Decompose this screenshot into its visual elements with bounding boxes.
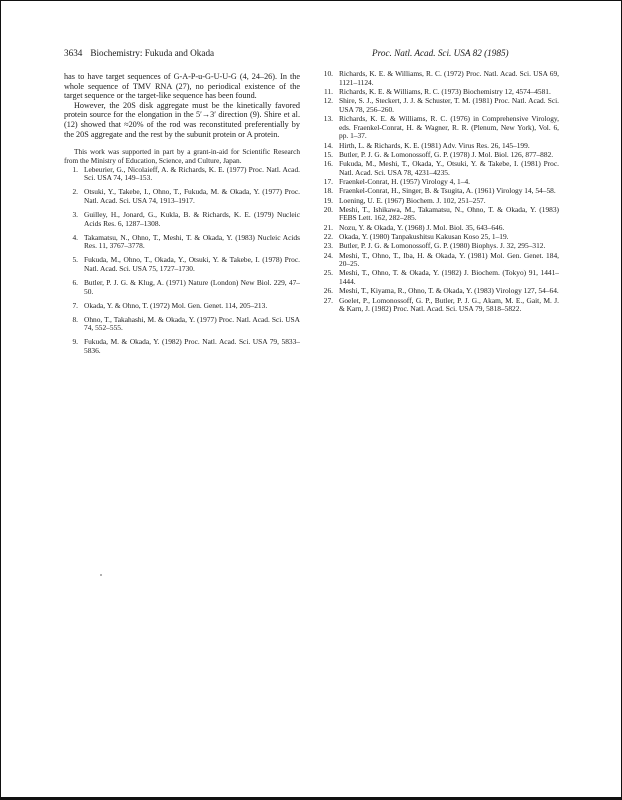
reference-item	[64, 166, 300, 183]
reference-item	[64, 302, 300, 311]
reference-text: Takamatsu, N., Ohno, T., Meshi, T. & Okada, Y. (1983) Nucleic Acids Res. 11, 3767–3778.	[84, 232, 300, 251]
reference-number: 25.	[323, 268, 333, 278]
reference-number: 12.	[323, 96, 333, 106]
reference-number: 14.	[323, 140, 333, 150]
right-column	[319, 70, 559, 314]
reference-item	[319, 160, 559, 177]
reference-item	[319, 297, 559, 314]
reference-item	[64, 279, 300, 296]
reference-text: Okada, Y. & Ohno, T. (1972) Mol. Gen. Genet. 114, 205–213.	[84, 300, 268, 310]
reference-number: 18.	[323, 186, 333, 196]
journal-citation: Proc. Natl. Acad. Sci. USA 82 (1985)	[372, 48, 509, 58]
reference-item	[64, 188, 300, 205]
reference-text: Meshi, T., Kiyama, R., Ohno, T. & Okada, Y. (1983) Virology 127, 54–64.	[339, 286, 559, 296]
reference-item	[64, 338, 300, 355]
reference-item	[319, 206, 559, 223]
reference-number: 27.	[323, 295, 333, 305]
scan-speck	[100, 574, 102, 576]
reference-number: 20.	[323, 204, 333, 214]
body-paragraph: However, the 20S disk aggregate must be the kinetically favored protein source for the elongation in the 5′→3′ direction (9). Shire et al. (12) showed that ≈20% of the rod was reconstituted preferentially by the 20S aggregate and the rest by the subunit protein or A protein.	[64, 100, 300, 139]
reference-text: Hirth, L. & Richards, K. E. (1981) Adv. Virus Res. 26, 145–199.	[339, 140, 530, 150]
reference-text: Meshi, T., Ohno, T. & Okada, Y. (1982) J. Biochem. (Tokyo) 91, 1441–1444.	[339, 268, 559, 286]
reference-number: 24.	[323, 250, 333, 260]
reference-text: Otsuki, Y., Takebe, I., Ohno, T., Fukuda, M. & Okada, Y. (1977) Proc. Natl. Acad. Sci. USA 74, 1913–1917.	[84, 187, 300, 205]
reference-text: Butler, P. J. G. & Klug, A. (1971) Nature (London) New Biol. 229, 47–50.	[84, 278, 300, 296]
reference-number: 13.	[323, 114, 333, 124]
reference-item	[64, 256, 300, 273]
left-column	[64, 72, 300, 361]
reference-number: 26.	[323, 286, 333, 296]
reference-number: 1.	[72, 164, 78, 174]
reference-item	[319, 252, 559, 269]
reference-text: Fraenkel-Conrat, H., Singer, B. & Tsugita, A. (1961) Virology 14, 54–58.	[339, 186, 556, 196]
reference-item	[319, 97, 559, 114]
reference-text: Fukuda, M. & Okada, Y. (1982) Proc. Natl. Acad. Sci. USA 79, 5833–5836.	[84, 337, 300, 356]
running-title: Biochemistry: Fukuda and Okada	[90, 48, 215, 58]
reference-item	[64, 211, 300, 228]
reference-text: Lebeurier, G., Nicolaieff, A. & Richards, K. E. (1977) Proc. Natl. Acad. Sci. USA 74, 149–153.	[84, 164, 300, 183]
reference-text: Richards, K. E. & Williams, R. C. (1972) Proc. Natl. Acad. Sci. USA 69, 1121–1124.	[339, 69, 559, 87]
reference-number: 16.	[323, 159, 333, 169]
reference-text: Loening, U. E. (1967) Biochem. J. 102, 251–257.	[339, 195, 486, 205]
reference-text: Nozu, Y. & Okada, Y. (1968) J. Mol. Biol. 35, 643–646.	[339, 222, 505, 232]
reference-number: 4.	[72, 232, 78, 242]
reference-text: Fukuda, M., Meshi, T., Okada, Y., Otsuki, Y. & Takebe, I. (1981) Proc. Natl. Acad. Sci. USA 78, 4231–4235.	[339, 159, 559, 177]
reference-number: 21.	[323, 222, 333, 232]
reference-text: Shire, S. J., Steckert, J. J. & Schuster, T. M. (1981) Proc. Natl. Acad. Sci. USA 78, 256–260.	[339, 96, 559, 114]
reference-number: 10.	[323, 69, 333, 78]
reference-number: 11.	[324, 86, 333, 96]
reference-text: Richards, K. E. & Williams, R. C. (1976) in Comprehensive Virology, eds. Fraenkel-Conrat, H. & Wagner, R. R. (Plenum, New York), Vol. 6, pp. 1–37.	[339, 114, 559, 141]
reference-text: Richards, K. E. & Williams, R. C. (1973) Biochemistry 12, 4574–4581.	[339, 86, 551, 96]
reference-text: Fraenkel-Conrat, H. (1957) Virology 4, 1–4.	[339, 176, 470, 186]
reference-number: 6.	[72, 278, 78, 287]
reference-item	[319, 115, 559, 141]
reference-text: Goelet, P., Lomonossoff, G. P., Butler, P. J. G., Akam, M. E., Gait, M. J. & Karn, J. (1982) Proc. Natl. Acad. Sci. USA 79, 5818–5822.	[339, 295, 559, 314]
reference-text: Butler, P. J. G. & Lomonossoff, G. P. (1978) J. Mol. Biol. 126, 877–882.	[339, 149, 554, 159]
reference-text: Butler, P. J. G. & Lomonossoff, G. P. (1980) Biophys. J. 32, 295–312.	[339, 241, 546, 251]
reference-number: 15.	[323, 149, 333, 159]
reference-number: 17.	[323, 176, 333, 186]
reference-text: Fukuda, M., Ohno, T., Okada, Y., Otsuki, Y. & Takebe, I. (1978) Proc. Natl. Acad. Sci. USA 75, 1727–1730.	[84, 255, 300, 273]
reference-text: Okada, Y. (1980) Tanpakushitsu Kakusan Koso 25, 1–19.	[339, 231, 509, 241]
reference-item	[319, 70, 559, 87]
reference-number: 3.	[72, 209, 78, 219]
reference-text: Guilley, H., Jonard, G., Kukla, B. & Richards, K. E. (1979) Nucleic Acids Res. 6, 1287–1308.	[84, 209, 300, 228]
reference-number: 8.	[72, 314, 78, 324]
reference-item	[64, 316, 300, 333]
reference-number: 5.	[72, 255, 78, 265]
acknowledgment: This work was supported in part by a grant-in-aid for Scientific Research from the Ministry of Education, Science, and Culture, Japan.	[64, 147, 300, 165]
running-header	[64, 48, 214, 58]
page-number: 3634	[64, 48, 83, 58]
reference-number: 9.	[72, 337, 78, 347]
body-paragraph: has to have target sequences of G-A-P-u-G-U-U-G (4, 24–26). In the whole sequence of TMV RNA (27), no periodical existence of the target sequence or the target-like sequence has been found.	[64, 72, 300, 101]
reference-text: Ohno, T., Takahashi, M. & Okada, Y. (1977) Proc. Natl. Acad. Sci. USA 74, 552–555.	[84, 314, 300, 333]
reference-number: 2.	[72, 187, 78, 197]
reference-item	[64, 234, 300, 251]
reference-list-right	[319, 70, 559, 314]
reference-number: 22.	[323, 231, 333, 241]
reference-item	[319, 269, 559, 286]
reference-text: Meshi, T., Ohno, T., Iba, H. & Okada, Y. (1981) Mol. Gen. Genet. 184, 20–25.	[339, 250, 559, 269]
reference-number: 23.	[323, 241, 333, 251]
reference-number: 7.	[72, 300, 78, 310]
reference-list-left	[64, 166, 300, 356]
reference-text: Meshi, T., Ishikawa, M., Takamatsu, N., Ohno, T. & Okada, Y. (1983) FEBS Lett. 162, 282–285.	[339, 204, 559, 223]
reference-number: 19.	[323, 195, 333, 205]
